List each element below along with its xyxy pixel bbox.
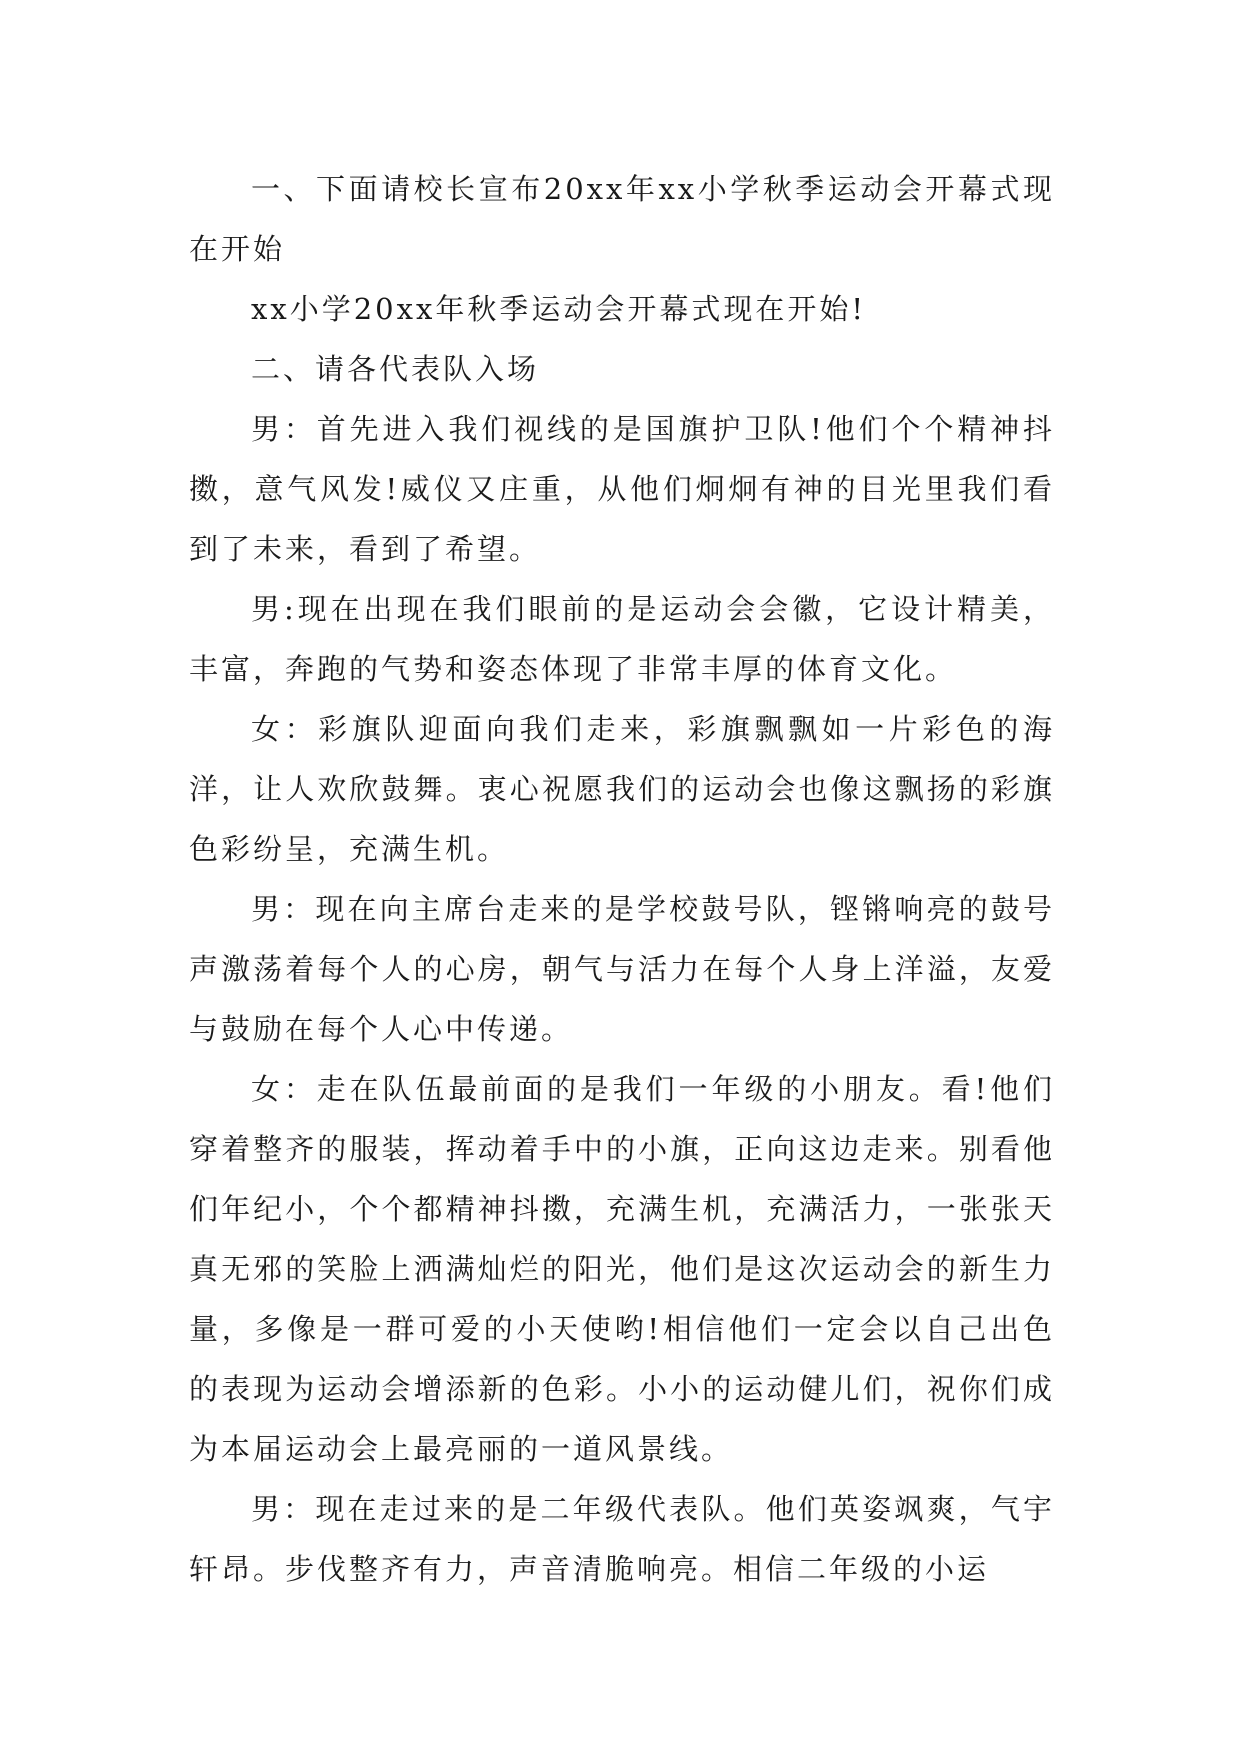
paragraph-grade-two: 男：现在走过来的是二年级代表队。他们英姿飒爽，气宇轩昂。步伐整齐有力，声音清脆响亮。相信二年级的小运	[189, 1492, 1055, 1586]
paragraph-opening-declaration: xx小学20xx年秋季运动会开幕式现在开始!	[251, 292, 866, 326]
paragraph-emblem: 男:现在出现在我们眼前的是运动会会徽，它设计精美，丰富，奔跑的气势和姿态体现了非常丰厚的体育文化。	[189, 592, 1055, 686]
paragraph-grade-one: 女：走在队伍最前面的是我们一年级的小朋友。看!他们穿着整齐的服装，挥动着手中的小旗，正向这边走来。别看他们年纪小，个个都精神抖擞，充满生机，充满活力，一张张天真无邪的笑脸上洒满灿烂的阳光，他们是这次运动会的新生力量，多像是一群可爱的小天使哟!相信他们一定会以自己出色的表现为运动会增添新的色彩。小小的运动健儿们，祝你们成为本届运动会上最亮丽的一道风景线。	[189, 1072, 1055, 1466]
document-body	[189, 159, 1055, 1599]
paragraph-color-flags: 女：彩旗队迎面向我们走来，彩旗飘飘如一片彩色的海洋，让人欢欣鼓舞。衷心祝愿我们的运动会也像这飘扬的彩旗色彩纷呈，充满生机。	[189, 712, 1055, 866]
paragraph-drum-band: 男：现在向主席台走来的是学校鼓号队，铿锵响亮的鼓号声激荡着每个人的心房，朝气与活力在每个人身上洋溢，友爱与鼓励在每个人心中传递。	[189, 892, 1055, 1046]
paragraph-announcement: 一、下面请校长宣布20xx年xx小学秋季运动会开幕式现在开始	[189, 172, 1055, 266]
paragraph-flag-guard: 男：首先进入我们视线的是国旗护卫队!他们个个精神抖擞，意气风发!威仪又庄重，从他们炯炯有神的目光里我们看到了未来，看到了希望。	[189, 412, 1055, 566]
paragraph-teams-enter: 二、请各代表队入场	[251, 352, 540, 386]
